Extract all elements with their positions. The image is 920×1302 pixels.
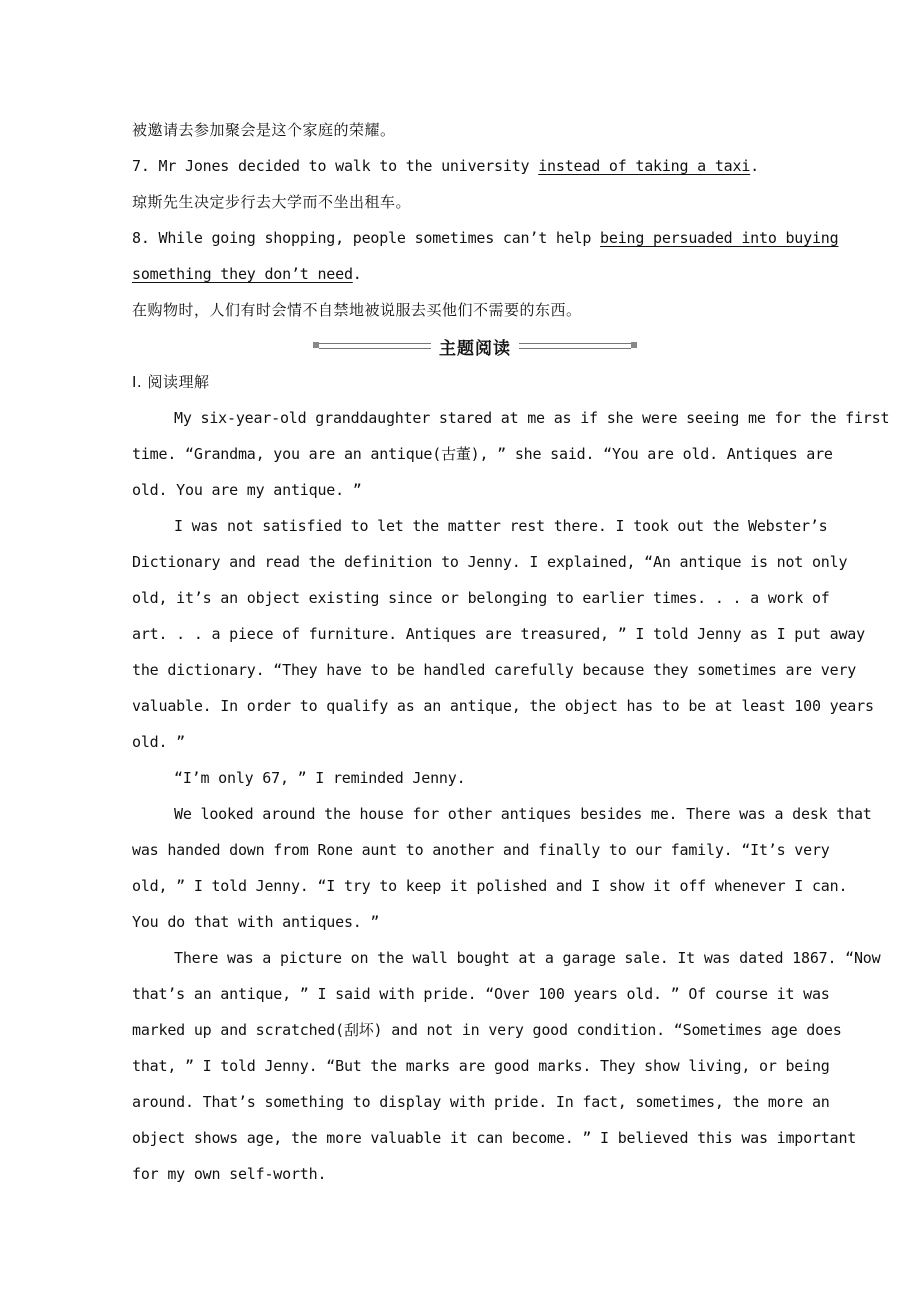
passage-line: was handed down from Rone aunt to another and finally to our family. “It’s very [132, 841, 830, 859]
translation-line: 被邀请去参加聚会是这个家庭的荣耀。 [132, 121, 396, 139]
translation-line: 在购物时，人们有时会情不自禁地被说服去买他们不需要的东西。 [132, 301, 582, 319]
section-heading-bar [130, 328, 820, 364]
passage-line: old. You are my antique. ” [132, 481, 362, 499]
passage-line: There was a picture on the wall bought at a garage sale. It was dated 1867. “Now [174, 949, 881, 967]
passage-line: valuable. In order to qualify as an antique, the object has to be at least 100 years [132, 697, 874, 715]
sentence-end: . [750, 157, 760, 175]
passage-line: marked up and scratched(刮坏) and not in very good condition. “Sometimes age does [132, 1021, 842, 1039]
passage-line: time. “Grandma, you are an antique(古董), ” she said. “You are old. Antiques are [132, 445, 833, 463]
example-sentence-8 [132, 220, 839, 256]
passage-line: We looked around the house for other antiques besides me. There was a desk that [174, 805, 872, 823]
passage-line: that, ” I told Jenny. “But the marks are good marks. They show living, or being [132, 1057, 830, 1075]
passage-line: the dictionary. “They have to be handled carefully because they sometimes are very [132, 661, 857, 679]
sentence-end: . [352, 265, 362, 283]
section-heading: 主题阅读 [439, 338, 511, 359]
passage-line: Dictionary and read the definition to Jenny. I explained, “An antique is not only [132, 553, 848, 571]
passage-line: old, ” I told Jenny. “I try to keep it polished and I show it off whenever I can. [132, 877, 848, 895]
passage-line: object shows age, the more valuable it can become. ” I believed this was important [132, 1129, 857, 1147]
sentence-text: 7. Mr Jones decided to walk to the university [132, 157, 539, 175]
underlined-answer: being persuaded into buying [600, 229, 839, 247]
translation-line: 琼斯先生决定步行去大学而不坐出租车。 [132, 193, 412, 211]
example-sentence-8-cont [132, 256, 822, 292]
passage-line: “I’m only 67, ” I reminded Jenny. [174, 769, 466, 787]
underlined-answer: instead of taking a taxi [538, 157, 751, 175]
passage-line: around. That’s something to display with pride. In fact, sometimes, the more an [132, 1093, 830, 1111]
decorative-rule-right [519, 343, 631, 349]
passage-line: I was not satisfied to let the matter rest there. I took out the Webster’s [174, 517, 828, 535]
subsection-title: Ⅰ. 阅读理解 [132, 373, 210, 391]
sentence-text: 8. While going shopping, people sometimes can’t help [132, 229, 601, 247]
passage-line: art. . . a piece of furniture. Antiques are treasured, ” I told Jenny as I put away [132, 625, 865, 643]
reading-passage [132, 400, 890, 1192]
passage-line: old. ” [132, 733, 185, 751]
passage-line: My six-year-old granddaughter stared at me as if she were seeing me for the first [174, 409, 890, 427]
passage-line: for my own self-worth. [132, 1165, 327, 1183]
underlined-answer: something they don’t need [132, 265, 353, 283]
example-sentence-7 [132, 148, 822, 184]
passage-line: You do that with antiques. ” [132, 913, 380, 931]
passage-line: that’s an antique, ” I said with pride. “Over 100 years old. ” Of course it was [132, 985, 830, 1003]
document-page [132, 112, 890, 1192]
decorative-rule-left [319, 343, 431, 349]
passage-line: old, it’s an object existing since or belonging to earlier times. . . a work of [132, 589, 830, 607]
